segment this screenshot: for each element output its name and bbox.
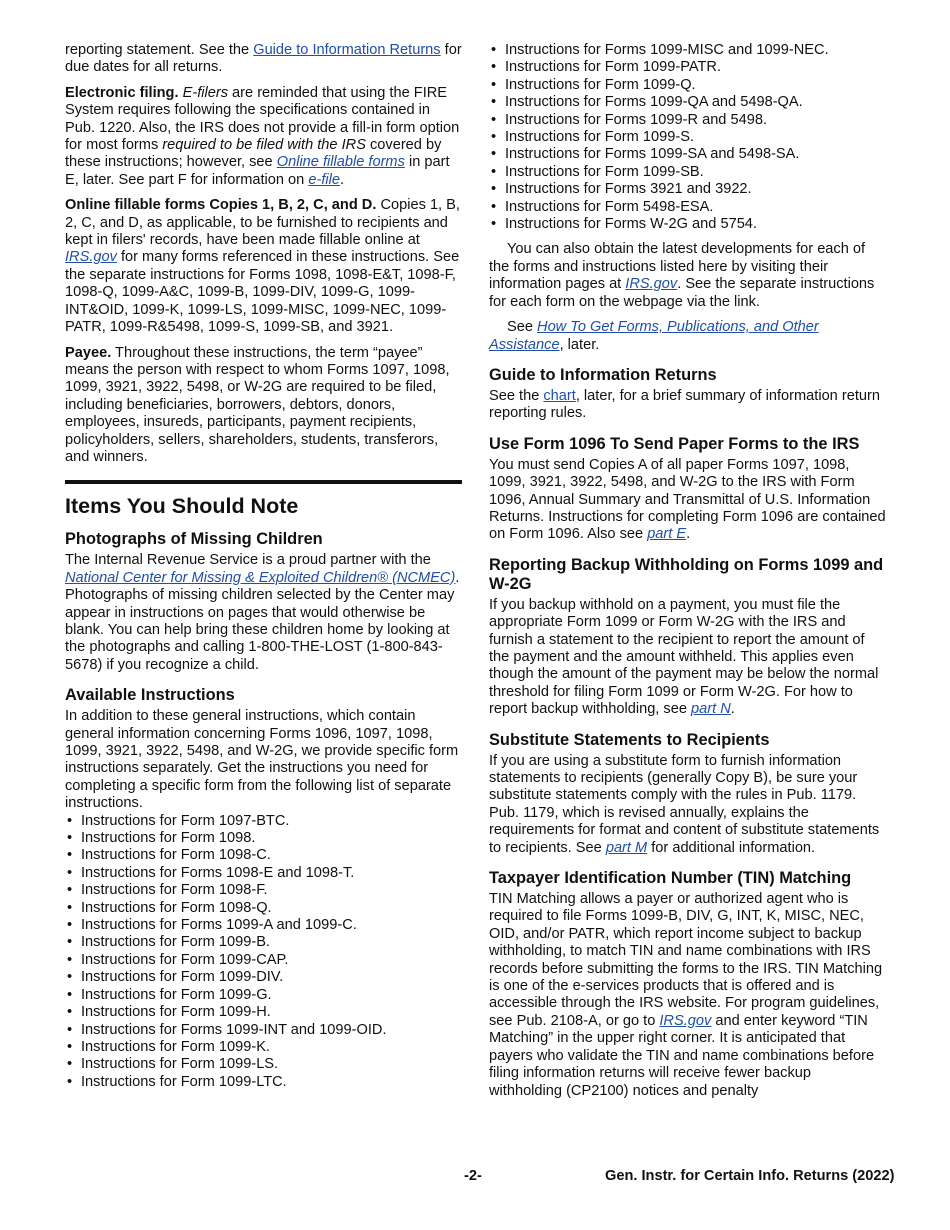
list-item: • Instructions for Form 1099-S.	[489, 129, 887, 146]
list-item: • Instructions for Forms W-2G and 5754.	[489, 216, 887, 233]
text: See	[507, 319, 538, 336]
e-file-link[interactable]: e-file	[308, 171, 340, 188]
paragraph-backup-withholding	[489, 597, 887, 719]
footer-title: Gen. Instr. for Certain Info. Returns (2022)	[605, 1168, 895, 1184]
list-item: • Instructions for Form 1099-PATR.	[489, 59, 887, 76]
heading-guide: Guide to Information Returns	[489, 365, 717, 384]
list-item: • Instructions for Form 1098-F.	[65, 882, 462, 899]
paragraph-electronic-filing	[65, 85, 462, 189]
list-item: • Instructions for Form 1099-DIV.	[65, 969, 462, 986]
list-item: • Instructions for Form 1097-BTC.	[65, 813, 462, 830]
text: .	[730, 701, 735, 718]
paragraph-tin-matching	[489, 891, 887, 1100]
list-item: • Instructions for Form 1099-H.	[65, 1004, 462, 1021]
text: covered by these instructions; however, see	[65, 137, 442, 171]
part-m-link[interactable]: part M	[605, 839, 648, 856]
text: in part E, later. See part F for information on	[65, 154, 450, 188]
list-item: • Instructions for Forms 1099-INT and 1099-OID.	[65, 1022, 462, 1039]
list-item: • Instructions for Form 1098-Q.	[65, 900, 462, 917]
text: E-filers	[182, 84, 228, 101]
text: . Photographs of missing children selected by the Center may appear in instructions on pages that would otherwise be blank. You can help bring these children home by looking at the photographs and calling 1-800-THE-LOST (1-800-843-5678) if you recognize a child.	[65, 569, 460, 673]
paragraph-guide	[489, 388, 887, 423]
instructions-list-left	[65, 813, 462, 1092]
text: , later.	[559, 336, 600, 353]
list-item: • Instructions for Form 1098-C.	[65, 847, 462, 864]
text: Copies 1, B, 2, C, and D, as applicable, to be furnished to recipients and kept in filers' records, have been made fillable online at	[65, 197, 460, 249]
irs-gov-link[interactable]: IRS.gov	[625, 276, 678, 293]
text: reporting statement. See the	[65, 42, 254, 58]
text: You can also obtain the latest developments for each of the forms and instructions listed here by visiting their information pages at	[489, 241, 866, 293]
text: for additional information.	[647, 839, 816, 856]
text: for due dates for all returns.	[65, 42, 462, 76]
part-e-link[interactable]: part E	[647, 526, 687, 543]
text: are reminded that using the FIRE System requires following the specifications contained in Pub. 1220. Also, the IRS does not provide a fill-in form option for most forms	[65, 84, 460, 154]
list-item: • Instructions for Form 1099-Q.	[489, 77, 887, 94]
list-item: • Instructions for Form 1099-LTC.	[65, 1074, 462, 1091]
heading-photographs: Photographs of Missing Children	[65, 530, 323, 549]
paragraph-missing-children	[65, 552, 462, 674]
list-item: • Instructions for Form 1099-K.	[65, 1039, 462, 1056]
heading-available-instructions: Available Instructions	[65, 686, 235, 705]
lead-payee: Payee.	[65, 344, 112, 361]
chart-link[interactable]: chart	[543, 387, 576, 404]
heading-backup-withholding: Reporting Backup Withholding on Forms 1099 and W-2G	[489, 555, 884, 593]
irs-gov-link[interactable]: IRS.gov	[659, 1012, 712, 1029]
paragraph-substitute-statements	[489, 753, 887, 857]
text: The Internal Revenue Service is a proud partner with the	[65, 552, 431, 569]
list-item: • Instructions for Form 1099-SB.	[489, 164, 887, 181]
heading-substitute-statements: Substitute Statements to Recipients	[489, 730, 770, 749]
lead-online-fillable: Online fillable forms Copies 1, B, 2, C, and D.	[65, 197, 377, 214]
page-number: -2-	[464, 1168, 482, 1184]
text: , later, for a brief summary of information return reporting rules.	[489, 387, 880, 422]
how-to-get-forms-link[interactable]: How To Get Forms, Publications, and Other Assistance	[489, 319, 819, 353]
list-item: • Instructions for Forms 1099-A and 1099-C.	[65, 917, 462, 934]
text: Throughout these instructions, the term “payee” means the person with respect to whom Forms 1097, 1098, 1099, 3921, 3922, 5498, or W-2G are required to be filed, including beneficiaries, borrowers, debtors, donors, employees, insureds, participants, payment recipients, policyholders, sellers, shareholders, students, transferors, and winners.	[65, 344, 450, 465]
list-item: • Instructions for Form 1099-G.	[65, 987, 462, 1004]
heading-form-1096: Use Form 1096 To Send Paper Forms to the IRS	[489, 434, 860, 453]
text: for many forms referenced in these instructions. See the separate instructions for Forms 1098, 1098-E&T, 1098-F, 1098-Q, 1099-A&C, 1099-B, 1099-DIV, 1099-G, 1099-INT&OID, 1099-K, 1099-LS, 1099-MISC, 1099-NEC, 1099-PATR, 1099-R&5498, 1099-S, 1099-SB, and 3921.	[65, 249, 460, 336]
text: . See the separate instructions for each form on the webpage via the link.	[489, 276, 875, 310]
text: If you backup withhold on a payment, you must file the appropriate Form 1099 or Form W-2G with the IRS and furnish a statement to the recipient to report the amount of the payment and the amount withheld. This applies even though the amount of the payment may be below the normal threshold for filing Form 1099 or Form W-2G. For how to report backup withholding, see	[489, 596, 879, 718]
text: See the	[489, 387, 544, 404]
text: and enter keyword “TIN Matching” in the upper right corner. It is anticipated that payers who validate the TIN and name combinations before filing information returns will receive fewer backup withholding (CP2100) notices and penalty	[489, 1012, 875, 1099]
section-title: Items You Should Note	[65, 480, 462, 518]
list-item: • Instructions for Forms 1099-R and 5498.	[489, 112, 887, 129]
online-fillable-forms-link[interactable]: Online fillable forms	[276, 154, 405, 171]
paragraph-payee	[65, 345, 462, 467]
list-item: • Instructions for Forms 1099-SA and 5498-SA.	[489, 146, 887, 163]
list-item: • Instructions for Form 1099-CAP.	[65, 952, 462, 969]
ncmec-link[interactable]: National Center for Missing & Exploited Children® (NCMEC)	[65, 569, 456, 586]
paragraph-latest-developments	[489, 241, 887, 311]
lead-electronic-filing: Electronic filing.	[65, 84, 179, 101]
paragraph-available-instructions: In addition to these general instructions, which contain general information concerning Forms 1096, 1097, 1098, 1099, 3921, 3922, 5498, and W-2G, we provide specific form instructions separately. Get the instructions you need for completing a specific form from the following list of separate instructions.	[65, 708, 459, 812]
paragraph-see-how-to-get	[489, 319, 887, 354]
right-column	[489, 42, 887, 1108]
text: If you are using a substitute form to furnish information statements to recipients (generally Copy B), be sure your substitute statements comply with the rules in Pub. 1179. Pub. 1179, which is revised annually, explains the requirements for format and content of substitute statements to recipients. See	[489, 752, 880, 856]
list-item: • Instructions for Form 1098.	[65, 830, 462, 847]
text: .	[686, 526, 691, 543]
list-item: • Instructions for Forms 1098-E and 1098-T.	[65, 865, 462, 882]
paragraph-due-dates	[65, 42, 462, 77]
irs-gov-link[interactable]: IRS.gov	[65, 249, 117, 266]
paragraph-online-fillable-forms	[65, 197, 462, 336]
left-column	[65, 42, 462, 1099]
part-n-link[interactable]: part N	[691, 701, 731, 718]
list-item: • Instructions for Forms 1099-QA and 5498-QA.	[489, 94, 887, 111]
heading-tin-matching: Taxpayer Identification Number (TIN) Matching	[489, 869, 852, 888]
paragraph-form-1096	[489, 457, 887, 544]
text: required to be filed with the IRS	[162, 137, 366, 154]
text: TIN Matching allows a payer or authorized agent who is required to file Forms 1099-B, DIV, G, INT, K, MISC, NEC, OID, and/or PATR, which report income subject to backup withholding, to match TIN and name combinations with IRS records before submitting the forms to the IRS. TIN Matching is one of the e-services products that is offered and is accessible through the IRS website. For program guidelines, see Pub. 2108-A, or go to	[489, 891, 883, 1029]
text: .	[340, 171, 345, 188]
text: You must send Copies A of all paper Forms 1097, 1098, 1099, 3921, 3922, 5498, and W-2G to the IRS with Form 1096, Annual Summary and Transmittal of U.S. Information Returns. Instructions for completing Form 1096 are contained on Form 1096. Also see	[489, 456, 886, 543]
list-item: • Instructions for Form 5498-ESA.	[489, 199, 887, 216]
list-item: • Instructions for Forms 1099-MISC and 1099-NEC.	[489, 42, 887, 59]
guide-to-information-returns-link[interactable]: Guide to Information Returns	[253, 42, 441, 58]
instructions-list-right	[489, 42, 887, 233]
list-item: • Instructions for Form 1099-LS.	[65, 1056, 462, 1073]
list-item: • Instructions for Forms 3921 and 3922.	[489, 181, 887, 198]
list-item: • Instructions for Form 1099-B.	[65, 934, 462, 951]
